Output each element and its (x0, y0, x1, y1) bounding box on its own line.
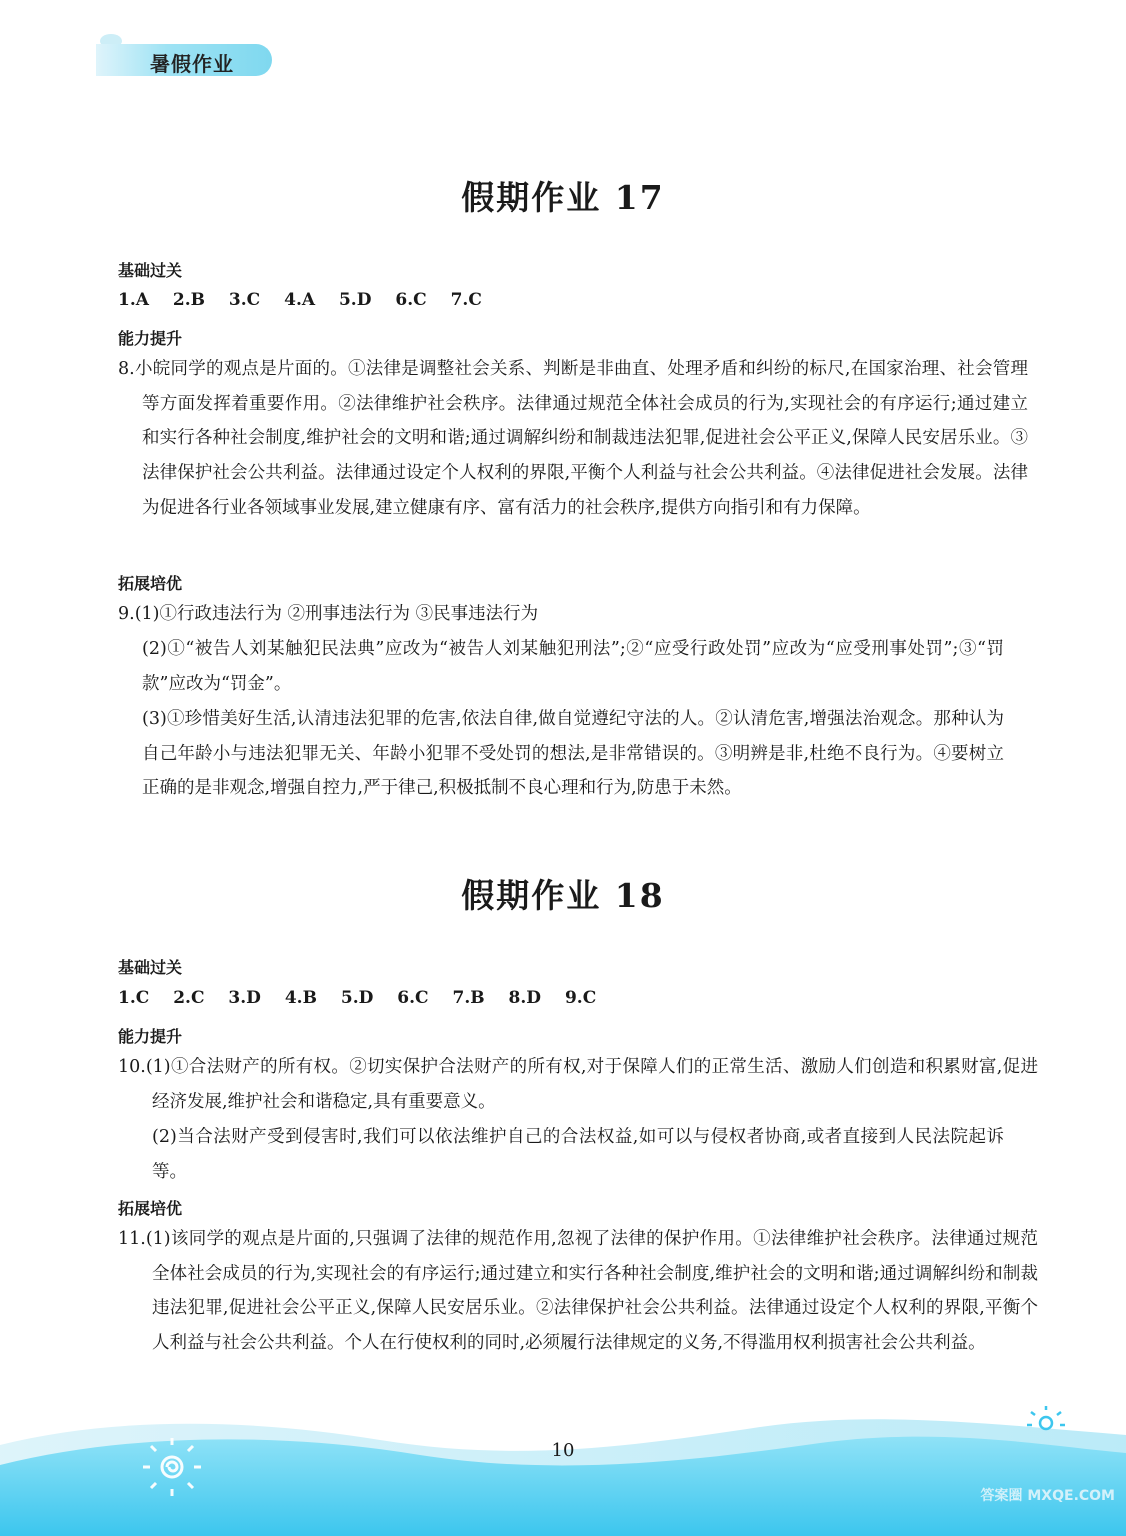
answer-q9-1: 9.(1)①行政违法行为 ②刑事违法行为 ③民事违法行为 (118, 604, 539, 624)
answer-item: 8.D (508, 988, 542, 1008)
answer-q9-2: (2)①“被告人刘某触犯民法典”应改为“被告人刘某触犯刑法”;②“应受行政处罚”应改为“应受刑事处罚”;③“罚款”应改为“罚金”。 (142, 639, 1004, 694)
basic-answers-18 (118, 988, 614, 1008)
answer-q10-2: (2)当合法财产受到侵害时,我们可以依法维护自己的合法权益,如可以与侵权者协商,或者直接到人民法院起诉等。 (152, 1127, 1004, 1182)
basic-label-18: 基础过关 (118, 958, 183, 977)
answer-item: 6.C (397, 988, 429, 1008)
answer-item: 4.B (284, 988, 317, 1008)
watermark-logo: 答案圈 MXQE.COM (980, 1488, 1115, 1504)
answer-item: 6.C (395, 290, 427, 310)
answer-q8: 8.小皖同学的观点是片面的。①法律是调整社会关系、判断是非曲直、处理矛盾和纠纷的标尺,在国家治理、社会管理等方面发挥着重要作用。②法律维护社会秩序。法律通过规范全体社会成员的行为,实现社会的有序运行;通过建立和实行各种社会制度,维护社会的文明和谐;通过调解纠纷和制裁违法犯罪,促进社会公平正义,保障人民安居乐业。③法律保护社会公共利益。法律通过设定个人权利的界限,平衡个人利益与社会公共利益。④法律促进社会发展。法律为促进各行业各领域事业发展,建立健康有序、富有活力的社会秩序,提供方向指引和有力保障。 (118, 359, 1028, 518)
basic-answers-17 (118, 290, 500, 310)
answer-q10-1: 10.(1)①合法财产的所有权。②切实保护合法财产的所有权,对于保障人们的正常生活、激励人们创造和积累财富,促进经济发展,维护社会和谐稳定,具有重要意义。 (118, 1057, 1038, 1112)
answer-item: 7.B (452, 988, 485, 1008)
header-title: 暑假作业 (150, 52, 234, 76)
small-sun-icon (1027, 1406, 1065, 1429)
answer-q11-1: 11.(1)该同学的观点是片面的,只强调了法律的规范作用,忽视了法律的保护作用。①法律维护社会秩序。法律通过规范全体社会成员的行为,实现社会的有序运行;通过建立和实行各种社会制度,维护社会的文明和谐;通过调解纠纷和制裁违法犯罪,促进社会公平正义,保障人民安居乐业。②法律保护社会公共利益。法律通过设定个人权利的界限,平衡个人利益与社会公共利益。个人在行使权利的同时,必须履行法律规定的义务,不得滥用权利损害社会公共利益。 (118, 1229, 1038, 1354)
answer-item: 1.C (118, 988, 150, 1008)
extend-label-18: 拓展培优 (118, 1199, 183, 1218)
ability-label-17: 能力提升 (118, 329, 183, 348)
answer-item: 3.D (228, 988, 261, 1008)
answer-item: 5.D (340, 988, 374, 1008)
answer-item: 2.B (172, 290, 205, 310)
answer-item: 2.C (173, 988, 205, 1008)
page-number: 10 (551, 1440, 575, 1461)
answer-item: 4.A (284, 290, 316, 310)
basic-label-17: 基础过关 (118, 261, 183, 280)
extend-label-17: 拓展培优 (118, 574, 183, 593)
answer-item: 5.D (338, 290, 372, 310)
ability-label-18: 能力提升 (118, 1027, 183, 1046)
footer-wave (0, 1405, 1126, 1536)
answer-item: 1.A (118, 290, 149, 310)
section-title-18: 假期作业 18 (461, 876, 665, 915)
answer-q9-3: (3)①珍惜美好生活,认清违法犯罪的危害,依法自律,做自觉遵纪守法的人。②认清危害,增强法治观念。那种认为自己年龄小与违法犯罪无关、年龄小犯罪不受处罚的想法,是非常错误的。③明辨是非,杜绝不良行为。④要树立正确的是非观念,增强自控力,严于律己,积极抵制不良心理和行为,防患于未然。 (142, 709, 1004, 799)
answer-item: 7.C (450, 290, 482, 310)
section-title-17: 假期作业 17 (461, 178, 665, 217)
answer-item: 9.C (564, 988, 597, 1008)
answer-item: 3.C (228, 290, 261, 310)
